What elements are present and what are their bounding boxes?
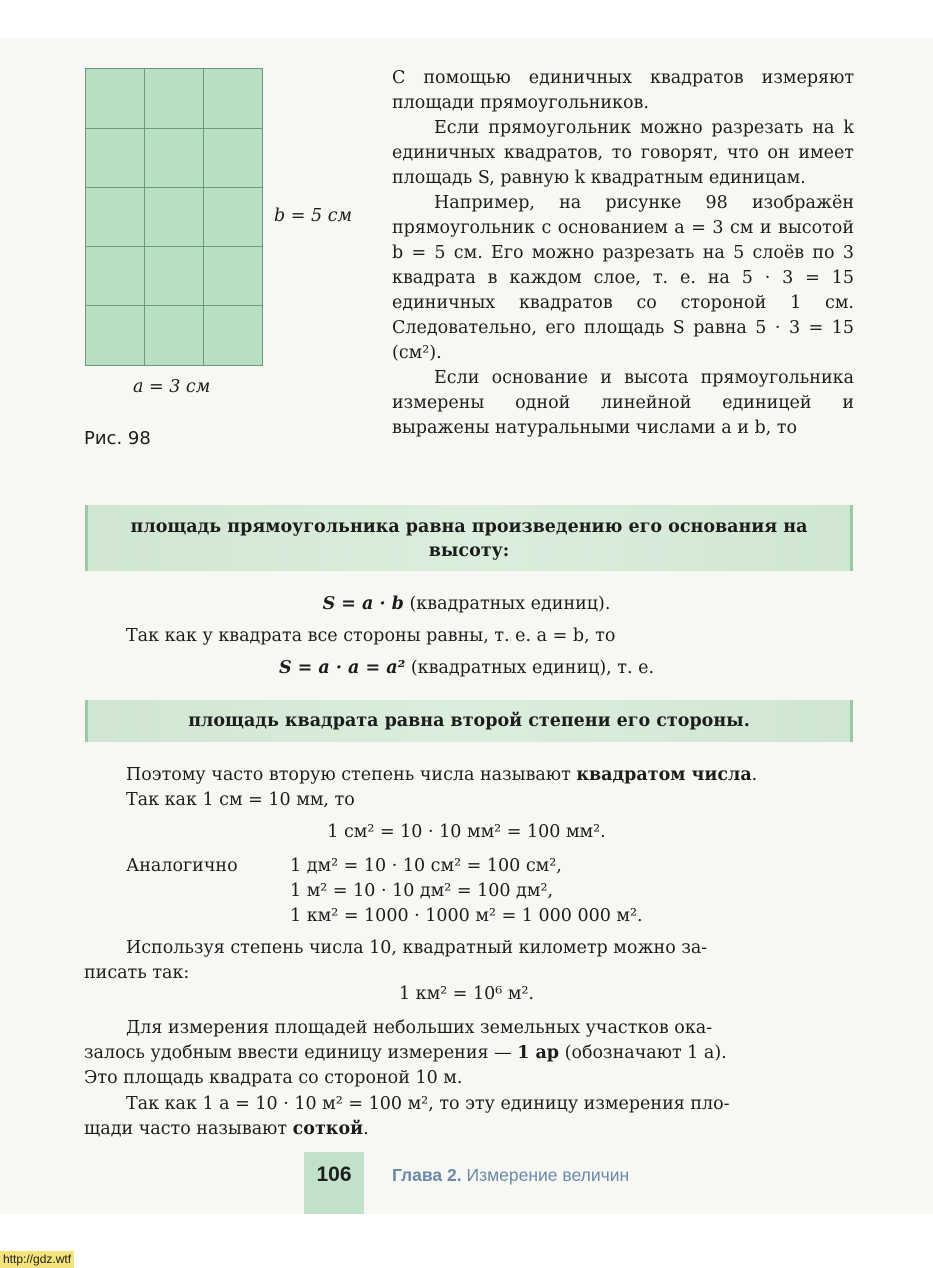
text: щади часто называют bbox=[84, 1119, 288, 1139]
figure-caption: Рис. 98 bbox=[84, 428, 151, 449]
equation-dm: 1 дм² = 10 · 10 см² = 100 см², bbox=[290, 856, 562, 876]
rule-text: площадь прямоугольника равна произведению его основания на высоту: bbox=[130, 517, 808, 561]
chapter-name: Измерение величин bbox=[466, 1165, 630, 1185]
grid-line bbox=[203, 69, 204, 365]
square-number-text bbox=[126, 763, 757, 788]
ar-text: Это площадь квадрата со стороной 10 м. bbox=[84, 1068, 463, 1088]
sotka-text: Так как 1 а = 10 · 10 м² = 100 м², то эту единицу измерения пло- bbox=[126, 1094, 730, 1114]
equation-km-power: 1 км² = 10⁶ м². bbox=[398, 984, 535, 1004]
intro-text bbox=[392, 66, 854, 441]
equation-m: 1 м² = 10 · 10 дм² = 100 дм², bbox=[290, 881, 554, 901]
formula-note: (квадратных единиц), т. е. bbox=[410, 658, 655, 678]
paragraph: С помощью единичных квадратов измеряют площади прямоугольников. bbox=[392, 68, 854, 113]
formula-note: (квадратных единиц). bbox=[409, 594, 611, 614]
base-label: a = 3 см bbox=[133, 377, 211, 397]
equation-km: 1 км² = 1000 · 1000 м² = 1 000 000 м². bbox=[290, 906, 643, 926]
term: соткой bbox=[292, 1119, 364, 1139]
paragraph: Если прямоугольник можно разрезать на k единичных квадратов, то говорят, что он имеет площадь S, равную k квадратным единицам. bbox=[392, 118, 854, 188]
paragraph: Например, на рисунке 98 изображён прямоугольник с основанием a = 3 см и высотой b = 5 см. Его можно разрезать на 5 слоёв по 3 квадрата в каждом слое, т. е. на 5 · 3 = 15 единичных квадратов со стороной 1 см. Следовательно, его площадь S равна 5 · 3 = 15 (см²). bbox=[392, 193, 854, 363]
text: залось удобным ввести единицу измерения — bbox=[84, 1043, 512, 1063]
term: 1 ар bbox=[517, 1043, 560, 1063]
chapter-number: Глава 2. bbox=[392, 1165, 462, 1185]
formula-expression: S = a · a = a² bbox=[278, 658, 406, 678]
sotka-text bbox=[84, 1117, 369, 1142]
ar-text: Для измерения площадей небольших земельных участков ока- bbox=[126, 1018, 713, 1038]
equation-cm: 1 см² = 10 · 10 мм² = 100 мм². bbox=[327, 822, 606, 842]
rule-square-area bbox=[85, 700, 853, 742]
text: . bbox=[751, 765, 758, 785]
ar-text bbox=[84, 1041, 727, 1066]
grid-line bbox=[86, 246, 262, 247]
cm-mm-text: Так как 1 см = 10 мм, то bbox=[126, 790, 355, 810]
power-text: Используя степень числа 10, квадратный километр можно за- bbox=[126, 938, 708, 958]
page-number: 106 bbox=[304, 1152, 364, 1214]
term: квадратом числа bbox=[576, 765, 752, 785]
grid-line bbox=[144, 69, 145, 365]
paragraph: Если основание и высота прямоугольника измерены одной линейной единицей и выражены натуральными числами a и b, то bbox=[392, 368, 854, 438]
unit-square-grid bbox=[85, 68, 263, 366]
power-text: писать так: bbox=[84, 963, 190, 983]
analog-word: Аналогично bbox=[126, 856, 238, 876]
rule-rectangle-area bbox=[85, 505, 853, 571]
grid-line bbox=[86, 187, 262, 188]
rule-text: площадь квадрата равна второй степени его стороны. bbox=[188, 711, 750, 731]
text: (обозначают 1 а). bbox=[564, 1043, 727, 1063]
grid-line bbox=[86, 128, 262, 129]
formula-square bbox=[0, 656, 933, 681]
text: Поэтому часто вторую степень числа называют bbox=[126, 765, 571, 785]
watermark-link[interactable]: http://gdz.wtf bbox=[0, 1251, 74, 1268]
grid-line bbox=[86, 305, 262, 306]
chapter-title bbox=[392, 1165, 629, 1186]
height-label: b = 5 см bbox=[274, 206, 352, 226]
square-text: Так как у квадрата все стороны равны, т. е. a = b, то bbox=[126, 626, 616, 646]
text: . bbox=[363, 1119, 369, 1139]
formula-expression: S = a · b bbox=[322, 594, 404, 614]
formula-rectangle bbox=[0, 592, 933, 617]
